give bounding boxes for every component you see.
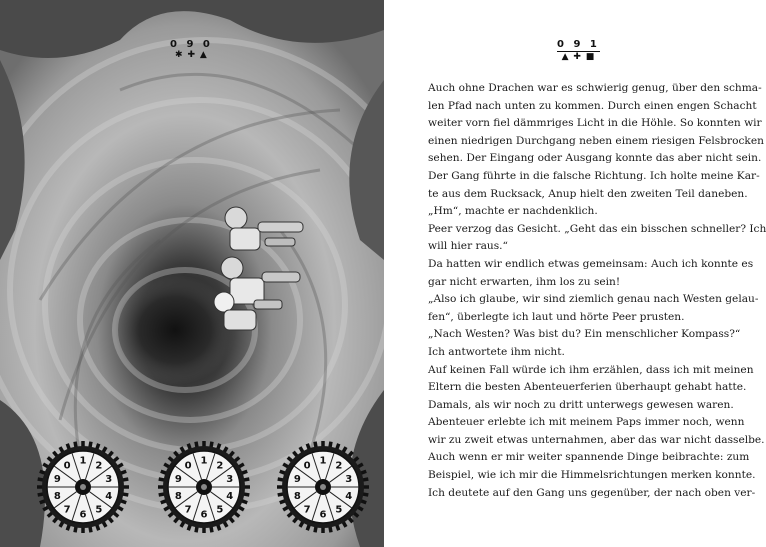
text-line: len Pfad nach unten zu kommen. Durch einen engen Schacht (428, 99, 757, 112)
dial-number: 1 (319, 455, 327, 467)
right-page-text (384, 0, 766, 547)
text-line: „Nach Westen? Was bist du? Ein menschlicher Kompass?“ (428, 328, 741, 341)
dial-number: 2 (335, 460, 343, 472)
text-line: einen niedrigen Durchgang neben einem riesigen Felsbrocken (428, 134, 764, 147)
text-line: Beispiel, wie ich mir die Himmelsrichtungen merken konnte. (428, 469, 756, 482)
dial-number: 0 (63, 460, 71, 472)
text-line: Peer verzog das Gesicht. „Geht das ein bisschen schneller? Ich (428, 222, 766, 235)
text-line: weiter vorn fiel dämmriges Licht in die Höhle. So konnten wir (428, 117, 762, 130)
dial-number: 2 (216, 460, 224, 472)
dial-hub-center (201, 484, 207, 490)
text-line: fen“, überlegte ich laut und hörte Peer prusten. (428, 310, 685, 323)
text-line: Auch wenn er mir weiter spannende Dinge beibrachte: zum (428, 451, 750, 464)
text-line: Damals, als wir noch zu dritt unterwegs gewesen waren. (428, 398, 734, 411)
dial-number: 5 (335, 504, 343, 516)
text-line: gar nicht erwarten, ihm los zu sein! (428, 275, 621, 288)
left-page-code-symbols: ✱ ✚ ▲ (175, 50, 208, 60)
text-line: Eltern die besten Abenteuerferien überhaupt gehabt hatte. (428, 381, 747, 394)
text-line: will hier raus.“ (428, 240, 508, 253)
text-line: sehen. Der Eingang oder Ausgang konnte das aber nicht sein. (428, 152, 762, 165)
dial-number: 8 (174, 490, 182, 502)
text-line: te aus dem Rucksack, Anup hielt den zweiten Teil daneben. (428, 187, 748, 200)
right-page-code-symbols: ▲ ✚ ■ (561, 52, 596, 62)
dial-number: 9 (293, 474, 301, 486)
dial-number: 4 (345, 490, 353, 502)
text-line: „Hm“, machte er nachdenklich. (428, 205, 598, 218)
dial-number: 4 (105, 490, 113, 502)
dial-number: 5 (216, 504, 224, 516)
dial-number: 9 (174, 474, 182, 486)
left-page-code (170, 40, 213, 60)
text-line: Auf keinen Fall würde ich ihm erzählen, dass ich mit meinen (428, 363, 754, 376)
code-dial-3[interactable] (276, 440, 370, 534)
text-line: Ich deutete auf den Gang uns gegenüber, der nach oben ver- (428, 486, 756, 499)
dial-number: 8 (53, 490, 61, 502)
dial-number: 7 (184, 504, 192, 516)
dial-number: 9 (53, 474, 61, 486)
dial-number: 4 (226, 490, 234, 502)
text-line: „Also ich glaube, wir sind ziemlich genau nach Westen gelau- (428, 293, 759, 306)
dial-number: 6 (319, 509, 327, 521)
right-page-code (557, 40, 600, 62)
dial-number: 0 (303, 460, 311, 472)
dial-number: 7 (63, 504, 71, 516)
dial-number: 3 (226, 474, 234, 486)
dial-number: 2 (95, 460, 103, 472)
dial-number: 6 (200, 509, 208, 521)
text-line: Auch ohne Drachen war es schwierig genug, über den schma- (428, 82, 762, 94)
story-text (428, 80, 766, 502)
dial-number: 3 (345, 474, 353, 486)
text-line: Ich antwortete ihm nicht. (428, 345, 565, 358)
text-line: Da hatten wir endlich etwas gemeinsam: Auch ich konnte es (428, 257, 754, 270)
dial-number: 8 (293, 490, 301, 502)
code-dial-2[interactable] (157, 440, 251, 534)
right-page-code-digits: 0 9 1 (557, 39, 600, 50)
dial-number: 6 (79, 509, 87, 521)
dial-hub-center (320, 484, 326, 490)
dial-number: 1 (200, 455, 208, 467)
dial-number: 0 (184, 460, 192, 472)
dial-number: 5 (95, 504, 103, 516)
dial-number: 1 (79, 455, 87, 467)
text-line: wir zu zweit etwas unternahmen, aber das war nicht dasselbe. (428, 433, 765, 446)
text-line: Abenteuer erlebte ich mit meinem Paps immer noch, wenn (428, 416, 745, 429)
dial-number: 7 (303, 504, 311, 516)
dial-number: 3 (105, 474, 113, 486)
left-page-code-digits: 0 9 0 (170, 39, 213, 50)
code-dial-1[interactable] (36, 440, 130, 534)
dial-hub-center (80, 484, 86, 490)
text-line: Der Gang führte in die falsche Richtung. Ich holte meine Kar- (428, 169, 760, 182)
